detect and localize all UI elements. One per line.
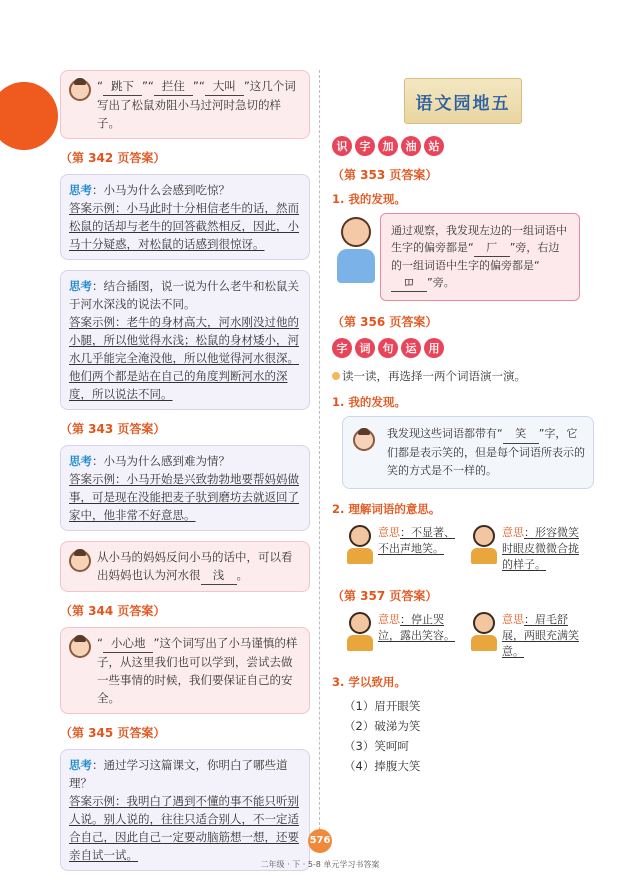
note-box-mom: 从小马的妈妈反问小马的话中，可以看出妈妈也认为河水很 浅 。	[60, 541, 310, 592]
blank-radical-2: 𫩏	[391, 274, 427, 292]
think-answer: 答案示例：老牛的身材高大，河水刚没过他的小腿，所以他觉得水浅；松鼠的身材矮小，河水几乎能完全淹没他，所以他觉得河水很深。他们两个都是站在自己的角度判断河水的深度，所以说法不同。	[69, 315, 299, 401]
boy-illustration-icon	[346, 525, 374, 565]
think-box-1	[60, 174, 310, 260]
list-item: （1）眉开眼笑	[344, 699, 421, 713]
tag-char: 识	[332, 136, 352, 156]
think-answer: 答案示例：我明白了遇到不懂的事不能只听别人说。别人说的，往往只适合别人，不一定适合自己，因此自己一定要动脑筋想一想，还要亲自试一试。	[69, 794, 299, 862]
dialog-bubble-smile: 我发现这些词语都带有“ 笑 ”字，它们都是表示笑的，但是每个词语所表示的笑的方式是不一样的。	[342, 416, 594, 489]
blank-smile: 笑	[503, 425, 539, 444]
tag-char: 运	[401, 338, 421, 358]
section-344: （第 344 页答案）	[60, 604, 166, 618]
section-342: （第 342 页答案）	[60, 151, 166, 165]
girl-illustration-icon	[334, 217, 378, 287]
column-divider	[319, 70, 320, 840]
girl-avatar-icon	[69, 550, 91, 572]
section-343: （第 343 页答案）	[60, 422, 166, 436]
blank-word3: 大叫	[205, 77, 244, 96]
blank-radical-1: 厂	[474, 239, 510, 257]
bullet-icon	[332, 372, 340, 380]
think-label: 思考	[69, 183, 92, 197]
think-label: 思考	[69, 279, 92, 293]
tag-char: 用	[424, 338, 444, 358]
meaning-row-2	[346, 612, 594, 660]
blank-careful: 小心地	[103, 634, 154, 653]
page-footer	[0, 828, 640, 870]
tag-char: 油	[401, 136, 421, 156]
list-item: （2）破涕为笑	[344, 719, 421, 733]
meaning-row-1	[346, 525, 594, 573]
note-box-careful: “ 小心地 ”这个词写出了小马谨慎的样子，从这里我们也可以学到，尝试去做一些事情的时候，我们要保证自己的安全。	[60, 627, 310, 714]
item-meaning: 2. 理解词语的意思。	[332, 502, 441, 516]
think-box-3	[60, 445, 310, 531]
unit-banner: 语文园地五	[404, 78, 522, 124]
idiom-list	[344, 696, 594, 776]
tag-row-literacy	[332, 136, 594, 156]
think-answer: 答案示例：小马此时十分相信老牛的话，然而松鼠的话却与老牛的回答截然相反，因此，小马十分疑惑，对松鼠的话感到很惊讶。	[69, 201, 299, 251]
boy-illustration-icon	[470, 612, 498, 652]
list-item: （3）笑呵呵	[344, 739, 409, 753]
think-box-2	[60, 270, 310, 410]
tag-char: 站	[424, 136, 444, 156]
section-345: （第 345 页答案）	[60, 726, 166, 740]
blank-word1: 跳下	[103, 77, 142, 96]
tag-char: 字	[355, 136, 375, 156]
item-discovery-2: 1. 我的发现。	[332, 395, 406, 409]
think-question: ：结合插图，说一说为什么老牛和松鼠关于河水深浅的说法不同。	[69, 279, 299, 311]
read-instruction: 读一读，再选择一两个词语演一演。	[332, 368, 594, 384]
tag-row-usage	[332, 338, 594, 358]
girl-avatar-icon	[69, 79, 91, 101]
boy-avatar-icon	[353, 429, 375, 451]
list-item: （4）捧腹大笑	[344, 759, 421, 773]
meaning-item: 意思：停止哭泣，露出笑容。	[346, 612, 464, 660]
boy-illustration-icon	[470, 525, 498, 565]
blank-shallow: 浅	[201, 566, 237, 585]
tag-char: 句	[378, 338, 398, 358]
right-column	[332, 70, 594, 776]
left-column	[60, 70, 310, 881]
section-353: （第 353 页答案）	[332, 168, 438, 182]
decorative-orange-circle	[0, 82, 58, 150]
blank-word2: 拦住	[154, 77, 193, 96]
think-question: ：通过学习这篇课文，你明白了哪些道理？	[69, 758, 288, 790]
girl-avatar-icon	[69, 636, 91, 658]
item-apply: 3. 学以致用。	[332, 675, 406, 689]
tag-char: 词	[355, 338, 375, 358]
section-357: （第 357 页答案）	[332, 589, 438, 603]
think-answer: 答案示例：小马开始是兴致勃勃地要帮妈妈做事，可是现在没能把麦子驮到磨坊去就返回了家中，他非常不好意思。	[69, 472, 299, 522]
page-number: 576	[308, 829, 332, 853]
think-label: 思考	[69, 454, 92, 468]
meaning-item: 意思：形容微笑时眼皮微微合拢的样子。	[470, 525, 588, 573]
dialog-area-1	[332, 213, 594, 305]
note-box-verbs	[60, 70, 310, 139]
section-356: （第 356 页答案）	[332, 315, 438, 329]
tag-char: 加	[378, 136, 398, 156]
item-discovery-1: 1. 我的发现。	[332, 192, 406, 206]
think-label: 思考	[69, 758, 92, 772]
meaning-item: 意思：眉毛舒展，两眼充满笑意。	[470, 612, 588, 660]
think-question: ：小马为什么感到难为情？	[92, 454, 230, 468]
tag-char: 字	[332, 338, 352, 358]
boy-illustration-icon	[346, 612, 374, 652]
think-question: ：小马为什么会感到吃惊？	[92, 183, 230, 197]
note-text: “ 跳下 ”“ 拦住 ”“ 大叫 ”这几个词写出了松鼠劝阻小马过河时急切的样子。	[97, 79, 296, 130]
dialog-bubble-radicals: 通过观察，我发现左边的一组词语中生字的偏旁都是“ 厂 ”旁，右边的一组词语中生字的偏旁都是“𫩏 ”旁。	[380, 213, 580, 301]
footer-text: 二年级 · 下 · 5-8 单元学习书答案	[260, 860, 380, 869]
meaning-item: 意思：不显著、不出声地笑。	[346, 525, 464, 573]
